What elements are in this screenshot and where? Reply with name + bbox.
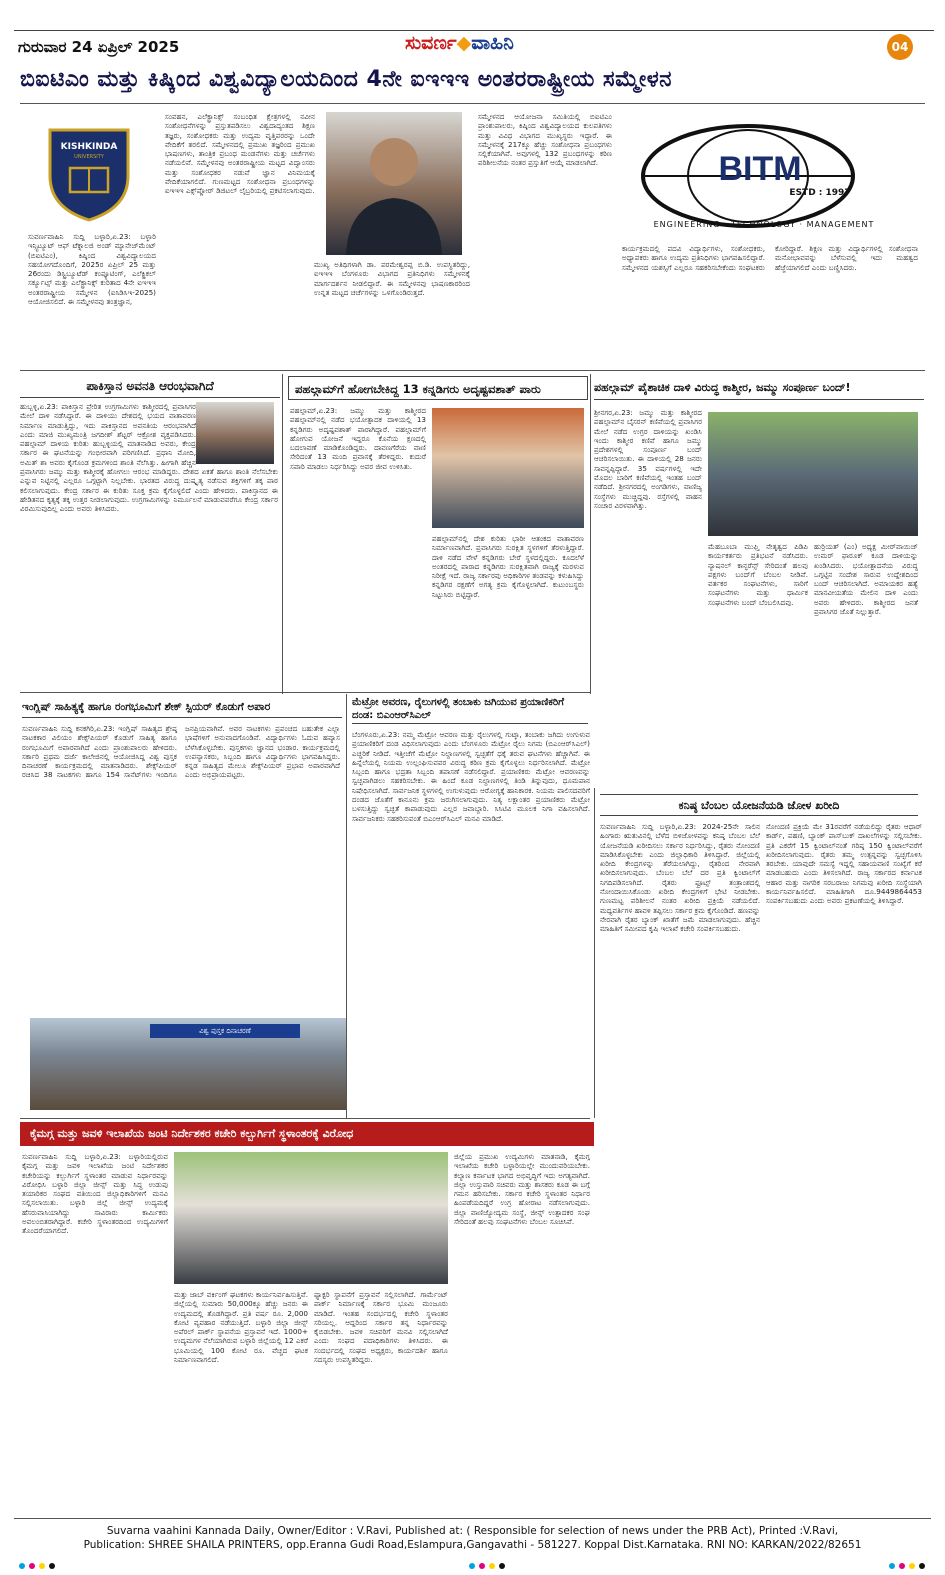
imprint-line-2: Publication: SHREE SHAILA PRINTERS, opp.Eranna Gudi Road,Eslampura,Gangavathi - 581227. Koppal Dist.Karnataka. RNI NO: KARKAN/2022/82651 (83, 1539, 862, 1551)
bitm-tagline: ENGINEERING · TECHNOLOGY · MANAGEMENT (653, 220, 875, 229)
pakistan-body (20, 402, 278, 684)
msp-title: ಕನಿಷ್ಠ ಬೆಂಬಲ ಯೋಜನೆಯಡಿ ಜೋಳ ಖರೀದಿ (600, 794, 918, 816)
page-number: 04 (887, 34, 913, 60)
imprint-line-1: Suvarna vaahini Kannada Daily, Owner/Editor : V.Ravi, Published at: ( Responsible for selection of news under the PRB Act), Printed :V.Ravi, (106, 1525, 839, 1537)
lead-col-5: ಕಾರ್ಯಕ್ರಮದಲ್ಲಿ ಪದವಿ ವಿದ್ಯಾರ್ಥಿಗಳು, ಸಂಶೋಧಕರು, ಅಧ್ಯಾಪಕರು ಹಾಗೂ ಉದ್ಯಮ ಪ್ರತಿನಿಧಿಗಳು ಭಾಗವಹಿಸಲಿದ್ದಾರೆ. ಸಮ್ಮೇಳನದ ಯಶಸ್ಸಿಗೆ ಎಲ್ಲರೂ ಸಹಕರಿಸಬೇಕೆಂದು ಸಂಘಟಕರು ಕೋರಿದ್ದಾರೆ. ಶಿಕ್ಷಣ ಮತ್ತು ವಿದ್ಯಾರ್ಥಿಗಳಲ್ಲಿ ಸಂಶೋಧನಾ ಮನೋಭಾವವನ್ನು ಬೆಳೆಸುವಲ್ಲಿ ಇದು ಮಹತ್ವದ ಹೆಜ್ಜೆಯಾಗಲಿದೆ ಎಂದು ಬಣ್ಣಿಸಿದರು. (622, 244, 918, 272)
msp-col-1: ಸುವರ್ಣವಾಹಿನಿ ಸುದ್ದಿ ಬಳ್ಳಾರಿ,ಏ.23: 2024-25ನೇ ಸಾಲಿನ ಹಿಂಗಾರು ಋತುವಿನಲ್ಲಿ ಬೆಳೆದ ಬಿಳಿಜೋಳವನ್ನು ಕನಿಷ್ಠ ಬೆಂಬಲ ಬೆಲೆ ಯೋಜನೆಯಡಿ ಖರೀದಿಸಲು ಸರ್ಕಾರ ನಿರ್ಧರಿಸಿದ್ದು, ರೈತರು ನೋಂದಣಿ ಮಾಡಿಸಿಕೊಳ್ಳಬೇಕು ಎಂದು ಜಿಲ್ಲಾಧಿಕಾರಿ ತಿಳಿಸಿದ್ದಾರೆ. ಜಿಲ್ಲೆಯಲ್ಲಿ ಖರೀದಿ ಕೇಂದ್ರಗಳನ್ನು ತೆರೆಯಲಾಗಿದ್ದು, ರೈತರಿಂದ ನೇರವಾಗಿ ಖರೀದಿಸಲಾಗುವುದು. ಬೆಂಬಲ ಬೆಲೆ ದರ ಪ್ರತಿ ಕ್ವಿಂಟಾಲ್‌ಗೆ ನಿಗದಿಪಡಿಸಲಾಗಿದೆ. ರೈತರು ಫ್ರೂಟ್ಸ್ ತಂತ್ರಾಂಶದಲ್ಲಿ ನೋಂದಾಯಿಸಿಕೊಂಡು ಖರೀದಿ ಕೇಂದ್ರಗಳಿಗೆ ಭೇಟಿ ನೀಡಬೇಕು. ಗುಣಮಟ್ಟ ಪರಿಶೀಲನೆ ನಂತರ ಖರೀದಿ ಪ್ರಕ್ರಿಯೆ ನಡೆಯಲಿದೆ. ಮಧ್ಯವರ್ತಿಗಳ ಹಾವಳಿ ತಪ್ಪಿಸಲು ಸರ್ಕಾರ ಕ್ರಮ ಕೈಗೊಂಡಿದೆ. ಹಣವನ್ನು ನೇರವಾಗಿ ರೈತರ ಬ್ಯಾಂಕ್ ಖಾತೆಗೆ ಜಮೆ ಮಾಡಲಾಗುವುದು. ಹೆಚ್ಚಿನ ಮಾಹಿತಿಗೆ ಸಮೀಪದ ಕೃಷಿ ಇಲಾಖೆ ಕಚೇರಿ ಸಂಪರ್ಕಿಸಬಹುದು. (600, 822, 760, 934)
lead-col-2: ಸಂವಹನ, ಎಲೆಕ್ಟ್ರಾನಿಕ್ಸ್ ಸಂಬಂಧಿತ ಕ್ಷೇತ್ರಗಳಲ್ಲಿ ನವೀನ ಸಂಶೋಧನೆಗಳನ್ನು ಪ್ರಸ್ತುತಪಡಿಸಲು ವಿಶ್ವದಾದ್ಯಂತದ ಶಿಕ್ಷಣ ತಜ್ಞರು, ಸಂಶೋಧಕರು ಮತ್ತು ಉದ್ಯಮ ವೃತ್ತಿಪರರನ್ನು ಒಂದೇ ವೇದಿಕೆಗೆ ತರಲಿದೆ. ಸಮ್ಮೇಳನದಲ್ಲಿ ಪ್ರಮುಖ ತಜ್ಞರಿಂದ ಪ್ರಮುಖ ಭಾಷಣಗಳು, ತಾಂತ್ರಿಕ ಪ್ರಬಂಧ ಮಂಡನೆಗಳು ಮತ್ತು ಚರ್ಚೆಗಳು ನಡೆಯಲಿವೆ. ಸಮ್ಮೇಳನವು ಅಂತರರಾಷ್ಟ್ರೀಯ ಮಟ್ಟದ ವಿದ್ವಾಂಸರು ಮತ್ತು ಸಂಶೋಧಕರ ನಡುವೆ ಜ್ಞಾನ ವಿನಿಮಯಕ್ಕೆ ವೇದಿಕೆಯಾಗಲಿದೆ. ಗುಣಮಟ್ಟದ ಸಂಶೋಧನಾ ಪ್ರಬಂಧಗಳನ್ನು ಐಇಇಇ ಎಕ್ಸ್‌ಪ್ಲೋರ್ ಡಿಜಿಟಲ್ ಲೈಬ್ರರಿಯಲ್ಲಿ ಪ್ರಕಟಿಸಲಾಗುವುದು. (165, 112, 315, 196)
person-icon (326, 112, 462, 255)
kashmir-col-1: ಶ್ರೀನಗರ,ಏ.23: ಜಮ್ಮು ಮತ್ತು ಕಾಶ್ಮೀರದ ಪಹಲ್ಗಾಮ್‌ನ ಬೈಸರನ್ ಕಣಿವೆಯಲ್ಲಿ ಪ್ರವಾಸಿಗರ ಮೇಲೆ ನಡೆದ ಉಗ್ರರ ದಾಳಿಯನ್ನು ಖಂಡಿಸಿ ಇಂದು ಕಾಶ್ಮೀರ ಕಣಿವೆ ಹಾಗೂ ಜಮ್ಮು ಪ್ರದೇಶಗಳಲ್ಲಿ ಸಂಪೂರ್ಣ ಬಂದ್ ಆಚರಿಸಲಾಯಿತು. ಈ ದಾಳಿಯಲ್ಲಿ 28 ಜನರು ಸಾವನ್ನಪ್ಪಿದ್ದಾರೆ. 35 ವರ್ಷಗಳಲ್ಲಿ ಇದೇ ಮೊದಲ ಬಾರಿಗೆ ಕಣಿವೆಯಲ್ಲಿ ಇಂತಹ ಬಂದ್ ನಡೆದಿದೆ. ಶ್ರೀನಗರದಲ್ಲಿ ಅಂಗಡಿಗಳು, ವಾಣಿಜ್ಯ ಸಂಸ್ಥೆಗಳು ಮುಚ್ಚಿದ್ದವು. ರಸ್ತೆಗಳಲ್ಲಿ ವಾಹನ ಸಂಚಾರ ವಿರಳವಾಗಿತ್ತು. (594, 408, 702, 510)
divider (346, 694, 347, 1118)
divider (594, 788, 595, 1118)
kannadigas-intro: ಪಹಲ್ಗಾಮ್,ಏ.23: ಜಮ್ಮು ಮತ್ತು ಕಾಶ್ಮೀರದ ಪಹಲ್ಗಾಮ್‌ನಲ್ಲಿ ನಡೆದ ಭಯೋತ್ಪಾದಕ ದಾಳಿಯಲ್ಲಿ 13 ಕನ್ನಡಿಗರು ಅದೃಷ್ಟವಶಾತ್ ಪಾರಾಗಿದ್ದಾರೆ. ಪಹಲ್ಗಾಮ್‌ಗೆ ಹೋಗುವ ಯೋಜನೆ ಇದ್ದರೂ ಕೊನೆಯ ಕ್ಷಣದಲ್ಲಿ ಬದಲಾವಣೆ ಮಾಡಿಕೊಂಡಿದ್ದರು. ದಾವಣಗೆರೆಯ ವಾಣಿ ಸೇರಿದಂತೆ 13 ಮಂದಿ ಪ್ರವಾಸಕ್ಕೆ ತೆರಳಿದ್ದರು. ಕುದುರೆ ಸವಾರಿ ಮಾಡಲು ನಿರ್ಧರಿಸಿದ್ದು ಅವರ ಜೀವ ಉಳಿಸಿತು. (290, 406, 426, 471)
office-title: ಕೈಮಗ್ಗ ಮತ್ತು ಜವಳಿ ಇಲಾಖೆಯ ಜಂಟಿ ನಿರ್ದೇಶಕರ ಕಚೇರಿ ಕಲ್ಬುರ್ಗಿಗೆ ಸ್ಥಳಾಂತರಕ್ಕೆ ವಿರೋಧ (20, 1122, 594, 1146)
pakistan-body-text: ಹುಬ್ಬಳ್ಳಿ,ಏ.23: ಪಾಕಿಸ್ತಾನ ಪ್ರೇರಿತ ಉಗ್ರಗಾಮಿಗಳು ಕಾಶ್ಮೀರದಲ್ಲಿ ಪ್ರವಾಸಿಗರ ಮೇಲೆ ದಾಳಿ ನಡೆಸಿದ್ದಾರೆ. ಈ ದಾಳಿಯು ದೇಶದಲ್ಲಿ ಭಯದ ವಾತಾವರಣ ನಿರ್ಮಾಣ ಮಾಡುತ್ತಿದ್ದು, ಇದು ಪಾಕಿಸ್ತಾನದ ಅವನತಿಯ ಆರಂಭವಾಗಿದೆ ಎಂದು ಮಾಜಿ ಮುಖ್ಯಮಂತ್ರಿ ಜಗದೀಶ್ ಶೆಟ್ಟರ್ ಆಕ್ರೋಶ ವ್ಯಕ್ತಪಡಿಸಿದರು. ಪಹಲ್ಗಾಮ್ ದಾಳಿಯ ಕುರಿತು ಹುಬ್ಬಳ್ಳಿಯಲ್ಲಿ ಮಾತನಾಡಿದ ಅವರು, ಕೇಂದ್ರ ಸರ್ಕಾರ ಈ ಘಟನೆಯನ್ನು ಗಂಭೀರವಾಗಿ ಪರಿಗಣಿಸಿದೆ. ಪ್ರಧಾನಿ ಮೋದಿ, ಅಮಿತ್ ಶಾ ಅವರು ಕೈಗೊಂಡ ಕ್ರಮಗಳಿಂದ ಶಾಂತಿ ನೆಲೆಸಿತ್ತು. ಹೀಗಾಗಿ ಹೆಚ್ಚಿನ ಪ್ರವಾಸಿಗರು ಜಮ್ಮು ಮತ್ತು ಕಾಶ್ಮೀರಕ್ಕೆ ಹೋಗಲು ಆರಂಭ ಮಾಡಿದ್ದರು. ದೇಶದ ಏಕತೆ ಹಾಗೂ ಶಾಂತಿ ನೆಲೆಸಬೇಕು ಎನ್ನುವ ನಿಟ್ಟಿನಲ್ಲಿ ಎಲ್ಲರೂ ಒಗ್ಗಟ್ಟಾಗಿ ನಿಲ್ಲಬೇಕು. ಭಾರತದ ವಿರುದ್ಧ ದುಷ್ಕೃತ್ಯ ನಡೆಸುವ ಶಕ್ತಿಗಳಿಗೆ ತಕ್ಕ ಪಾಠ ಕಲಿಸಲಾಗುವುದು. ಕೇಂದ್ರ ಸರ್ಕಾರ ಈ ಕುರಿತು ಸೂಕ್ತ ಕ್ರಮ ಕೈಗೊಳ್ಳಲಿದೆ ಎಂದು ಹೇಳಿದರು. ಪಾಕಿಸ್ತಾನದ ಈ ಹೇಡಿತನದ ಕೃತ್ಯಕ್ಕೆ ತಕ್ಕ ಉತ್ತರ ನೀಡಲಾಗುವುದು. ಉಗ್ರಗಾಮಿಗಳನ್ನು ನಿರ್ಮೂಲನೆ ಮಾಡುವವರೆಗೂ ಕೇಂದ್ರ ಸರ್ಕಾರ ವಿರಮಿಸುವುದಿಲ್ಲ ಎಂದು ಅವರು ತಿಳಿಸಿದರು. (20, 402, 278, 514)
divider (14, 1518, 931, 1519)
newspaper-name-right: ವಾಹಿನಿ (471, 32, 514, 54)
lead-col-4: ಸಮ್ಮೇಳನದ ಆಯೋಜನಾ ಸಮಿತಿಯಲ್ಲಿ ಬಿಐಟಿಎಂ ಪ್ರಾಂಶುಪಾಲರು, ಕಿಷ್ಕಿಂದ ವಿಶ್ವವಿದ್ಯಾಲಯದ ಕುಲಪತಿಗಳು ಮತ್ತು ವಿವಿಧ ವಿಭಾಗದ ಮುಖ್ಯಸ್ಥರು ಇದ್ದಾರೆ. ಈ ಸಮ್ಮೇಳನಕ್ಕೆ 217ಕ್ಕೂ ಹೆಚ್ಚು ಸಂಶೋಧನಾ ಪ್ರಬಂಧಗಳು ಸಲ್ಲಿಕೆಯಾಗಿವೆ. ಅವುಗಳಲ್ಲಿ 132 ಪ್ರಬಂಧಗಳನ್ನು ಕಠಿಣ ಪರಿಶೀಲನೆಯ ನಂತರ ಪ್ರಸ್ತುತಿಗೆ ಆಯ್ಕೆ ಮಾಡಲಾಗಿದೆ. (478, 112, 612, 168)
office-col-1: ಸುವರ್ಣವಾಹಿನಿ ಸುದ್ದಿ ಬಳ್ಳಾರಿ,ಏ.23: ಬಳ್ಳಾರಿಯಲ್ಲಿರುವ ಕೈಮಗ್ಗ ಮತ್ತು ಜವಳಿ ಇಲಾಖೆಯ ಜಂಟಿ ನಿರ್ದೇಶಕರ ಕಚೇರಿಯನ್ನು ಕಲ್ಬುರ್ಗಿಗೆ ಸ್ಥಳಾಂತರ ಮಾಡುವ ನಿರ್ಧಾರವನ್ನು ವಿರೋಧಿಸಿ ಬಳ್ಳಾರಿ ಜಿಲ್ಲಾ ಜೀನ್ಸ್ ಮತ್ತು ಸಿದ್ಧ ಉಡುಪು ತಯಾರಿಕರ ಸಂಘದ ವತಿಯಿಂದ ಜಿಲ್ಲಾಧಿಕಾರಿಗಳಿಗೆ ಮನವಿ ಸಲ್ಲಿಸಲಾಯಿತು. ಬಳ್ಳಾರಿ ಜಿಲ್ಲೆ ಜೀನ್ಸ್ ಉದ್ಯಮಕ್ಕೆ ಹೆಸರುವಾಸಿಯಾಗಿದ್ದು ಸಾವಿರಾರು ಕಾರ್ಮಿಕರು ಅವಲಂಬಿತರಾಗಿದ್ದಾರೆ. ಕಚೇರಿ ಸ್ಥಳಾಂತರದಿಂದ ಉದ್ಯಮಿಗಳಿಗೆ ತೊಂದರೆಯಾಗಲಿದೆ. (22, 1152, 168, 1236)
kishkinda-shield-icon (40, 116, 138, 222)
bitm-logo-text: BITM (718, 150, 802, 188)
msp-col-2: ನೋಂದಣಿ ಪ್ರಕ್ರಿಯೆ ಮೇ 31ರವರೆಗೆ ನಡೆಯಲಿದ್ದು ರೈತರು ಆಧಾರ್ ಕಾರ್ಡ್, ಪಹಣಿ, ಬ್ಯಾಂಕ್ ಪಾಸ್‌ಬುಕ್ ದಾಖಲೆಗಳನ್ನು ಸಲ್ಲಿಸಬೇಕು. ಪ್ರತಿ ಎಕರೆಗೆ 15 ಕ್ವಿಂಟಾಲ್‌ನಂತೆ ಗರಿಷ್ಠ 150 ಕ್ವಿಂಟಾಲ್‌ವರೆಗೆ ಖರೀದಿಸಲಾಗುವುದು. ರೈತರು ತಮ್ಮ ಉತ್ಪನ್ನವನ್ನು ಸ್ವಚ್ಛಗೊಳಿಸಿ ತರಬೇಕು. ಯಾವುದೇ ಸಮಸ್ಯೆ ಇದ್ದಲ್ಲಿ ಸಹಾಯವಾಣಿ ಸಂಖ್ಯೆಗೆ ಕರೆ ಮಾಡಬಹುದು ಎಂದು ತಿಳಿಸಲಾಗಿದೆ. ರಾಜ್ಯ ಸರ್ಕಾರದ ಕರ್ನಾಟಕ ಆಹಾರ ಮತ್ತು ನಾಗರಿಕ ಸರಬರಾಜು ನಿಗಮವು ಖರೀದಿ ಸಂಸ್ಥೆಯಾಗಿ ಕಾರ್ಯನಿರ್ವಹಿಸಲಿದೆ. ಮಾಹಿತಿಗಾಗಿ ದೂ.9449864453 ಸಂಪರ್ಕಿಸಬಹುದು ಎಂದು ಅವರು ಪ್ರಕಟಣೆಯಲ್ಲಿ ತಿಳಿಸಿದ್ದಾರೆ. (766, 822, 922, 906)
lead-col-1: ಸುವರ್ಣವಾಹಿನಿ ಸುದ್ದಿ ಬಳ್ಳಾರಿ,ಏ.23: ಬಳ್ಳಾರಿ ಇನ್ಸ್ಟಿಟ್ಯೂಟ್ ಆಫ್ ಟೆಕ್ನಾಲಜಿ ಅಂಡ್ ಮ್ಯಾನೇಜ್‌ಮೆಂಟ್ (ಬಿಐಟಿಎಂ), ಕಿಷ್ಕಿಂದ ವಿಶ್ವವಿದ್ಯಾಲಯದ ಸಹಯೋಗದೊಂದಿಗೆ, 2025ರ ಏಪ್ರಿಲ್ 25 ಮತ್ತು 26ರಂದು ಡಿಸ್ಟ್ರಿಬ್ಯೂಟೆಡ್ ಕಂಪ್ಯೂಟಿಂಗ್, ಎಲೆಕ್ಟ್ರಿಕಲ್ ಸರ್ಕ್ಯೂಟ್ಸ್ ಮತ್ತು ಎಲೆಕ್ಟ್ರಾನಿಕ್ಸ್ ಕುರಿತಾದ 4ನೇ ಐಇಇಇ ಅಂತರರಾಷ್ಟ್ರೀಯ ಸಮ್ಮೇಳನ (ಐಸಿಡಿಸಿಇ-2025) ಆಯೋಜಿಸಲಿದೆ. ಈ ಸಮ್ಮೇಳನವು ತಂತ್ರಜ್ಞಾನ, (28, 232, 156, 307)
kannadigas-title: ಪಹಲ್ಗಾಮ್‌ಗೆ ಹೋಗಬೇಕಿದ್ದ 13 ಕನ್ನಡಿಗರು ಅದೃಷ್ಟವಶಾತ್ ಪಾರು (288, 376, 588, 400)
kashmir-title: ಪಹಲ್ಗಾಮ್ ಪೈಶಾಚಿಕ ದಾಳಿ ವಿರುದ್ಧ ಕಾಶ್ಮೀರ, ಜಮ್ಮು ಸಂಪೂರ್ಣ ಬಂದ್! (594, 376, 924, 400)
office-col-2: ಮತ್ತು ಜಾಬ್ ವರ್ಕಿಂಗ್ ಘಟಕಗಳು ಕಾರ್ಯನಿರ್ವಹಿಸುತ್ತಿವೆ. ಜಿಲ್ಲೆಯಲ್ಲಿ ಸುಮಾರು 50,000ಕ್ಕೂ ಹೆಚ್ಚು ಜನರು ಈ ಉದ್ಯಮದಲ್ಲಿ ತೊಡಗಿದ್ದಾರೆ. ಪ್ರತಿ ವರ್ಷ ರೂ. 2,000 ಕೋಟಿ ವ್ಯವಹಾರ ನಡೆಯುತ್ತಿದೆ. ಬಳ್ಳಾರಿ ಜಿಲ್ಲಾ ಜೀನ್ಸ್ ಅಪೆರಲ್ ಪಾರ್ಕ್ ಸ್ಥಾಪನೆಯ ಪ್ರಸ್ತಾವನೆ ಇದೆ. 1000+ ಉದ್ಯಮಗಳ ನೆಲೆಯಾಗಿರುವ ಬಳ್ಳಾರಿ ಜಿಲ್ಲೆಯಲ್ಲಿ 12 ಎಕರೆ ಭೂಮಿಯಲ್ಲಿ 100 ಕೋಟಿ ರೂ. ವೆಚ್ಚದ ಘಟಕ ನಿರ್ಮಾಣವಾಗಲಿದೆ. (174, 1290, 308, 1365)
cmyk-dots-icon (14, 1561, 931, 1571)
divider (20, 370, 925, 371)
kishkinda-logo-sub: UNIVERSITY (74, 154, 104, 160)
divider (282, 374, 283, 694)
divider (20, 103, 925, 104)
memorandum-photo (174, 1152, 448, 1284)
photo-caption: ಮುಖ್ಯ ಅತಿಥಿಗಳಾಗಿ ಡಾ. ಪರಮೇಶ್ವರಪ್ಪ ಬಿ.ಡಿ. ಉಪಸ್ಥಿತರಿದ್ದು, ಐಇಇಇ ಬೆಂಗಳೂರು ವಿಭಾಗದ ಪ್ರತಿನಿಧಿಗಳು ಸಮ್ಮೇಳನಕ್ಕೆ ಮಾರ್ಗದರ್ಶನ ನೀಡಲಿದ್ದಾರೆ. ಈ ಸಮ್ಮೇಳನವು ಭಾಷಣಕಾರರಿಂದ ಉನ್ನತ ಮಟ್ಟದ ಚರ್ಚೆಗಳನ್ನು ಒಳಗೊಂಡಿರುತ್ತದೆ. (314, 260, 470, 297)
bitm-logo (630, 120, 898, 238)
kashmir-col-3: ಹುರ್ರಿಯತ್ (ಎಂ) ಅಧ್ಯಕ್ಷ ಮೀರ್‌ವಾಯಿಜ್ ಉಮರ್ ಫಾರೂಕ್ ಕೂಡ ದಾಳಿಯನ್ನು ಖಂಡಿಸಿದರು. ಭಯೋತ್ಪಾದನೆಯ ವಿರುದ್ಧ ಒಗ್ಗಟ್ಟಿನ ಸಂದೇಶ ಸಾರುವ ಉದ್ದೇಶದಿಂದ ಬಂದ್ ಆಚರಿಸಲಾಗಿದೆ. ಅಮಾಯಕರ ಹತ್ಯೆ ಮಾನವೀಯತೆಯ ಮೇಲಿನ ದಾಳಿ ಎಂದು ಅವರು ಹೇಳಿದರು. ಕಾಶ್ಮೀರದ ಜನತೆ ಪ್ರವಾಸಿಗರ ಜೊತೆ ನಿಲ್ಲುತ್ತಾರೆ. (814, 542, 918, 617)
speaker-photo (326, 112, 462, 255)
kashmir-col-2: ಮೆಹಬೂಬಾ ಮುಫ್ತಿ ನೇತೃತ್ವದ ಪಿಡಿಪಿ ಕಾರ್ಯಕರ್ತರು ಪ್ರತಿಭಟನೆ ನಡೆಸಿದರು. ನ್ಯಾಷನಲ್ ಕಾನ್ಫರೆನ್ಸ್ ಸೇರಿದಂತೆ ಹಲವು ಪಕ್ಷಗಳು ಬಂದ್‌ಗೆ ಬೆಂಬಲ ನೀಡಿವೆ. ವರ್ತಕರ ಸಂಘಟನೆಗಳು, ಸಾರಿಗೆ ಸಂಘಟನೆಗಳು ಮತ್ತು ಧಾರ್ಮಿಕ ಸಂಘಟನೆಗಳು ಬಂದ್ ಬೆಂಬಲಿಸಿದವು. (708, 542, 808, 607)
bitm-estd: ESTD : 1997 (789, 188, 851, 198)
divider (20, 692, 590, 693)
lead-headline: ಬಿಐಟಿಎಂ ಮತ್ತು ಕಿಷ್ಕಿಂದ ವಿಶ್ವವಿದ್ಯಾಲಯದಿಂದ 4ನೇ ಐಇಇಇ ಅಂತರರಾಷ್ಟ್ರೀಯ ಸಮ್ಮೇಳನ (20, 67, 672, 92)
masthead-date: ಗುರುವಾರ 24 ಏಪ್ರಿಲ್ 2025 (18, 38, 180, 56)
divider (20, 1118, 590, 1119)
english-title: ಇಂಗ್ಲಿಷ್ ಸಾಹಿತ್ಯಕ್ಕೆ ಹಾಗೂ ರಂಗಭೂಮಿಗೆ ಶೇಕ್ ಸ್ಪಿಯರ್ ಕೊಡುಗೆ ಅಪಾರ (22, 696, 342, 718)
flame-icon: ◆ (456, 32, 472, 54)
pakistan-title: ಪಾಕಿಸ್ತಾನ ಅವನತಿ ಆರಂಭವಾಗಿದೆ (20, 374, 280, 398)
protest-photo (708, 412, 918, 536)
divider (590, 374, 591, 694)
kishkinda-logo (40, 116, 138, 222)
masthead-rule (14, 30, 934, 31)
imprint-footer (14, 1524, 931, 1552)
registration-marks (14, 1556, 931, 1566)
newspaper-name (405, 32, 514, 54)
event-banner-text: ವಿಶ್ವ ಪುಸ್ತಕ ದಿನಾಚರಣೆ (150, 1024, 300, 1038)
office-col-3: ಫ್ಯಾಕ್ಟರಿ ಸ್ಥಾಪನೆಗೆ ಪ್ರಸ್ತಾವನೆ ಸಲ್ಲಿಸಲಾಗಿದೆ. ಗಾರ್ಮೆಂಟ್ ಪಾರ್ಕ್ ನಿರ್ಮಾಣಕ್ಕೆ ಸರ್ಕಾರ ಭೂಮಿ ಮಂಜೂರು ಮಾಡಿದೆ. ಇಂತಹ ಸಂದರ್ಭದಲ್ಲಿ ಕಚೇರಿ ಸ್ಥಳಾಂತರ ಸರಿಯಲ್ಲ. ಆದ್ದರಿಂದ ಸರ್ಕಾರ ತನ್ನ ನಿರ್ಧಾರವನ್ನು ಕೈಬಿಡಬೇಕು. ಜವಳಿ ಸಚಿವರಿಗೆ ಮನವಿ ಸಲ್ಲಿಸಲಾಗಿದೆ ಎಂದು ಸಂಘದ ಪದಾಧಿಕಾರಿಗಳು ತಿಳಿಸಿದರು. ಈ ಸಂದರ್ಭದಲ್ಲಿ ಸಂಘದ ಅಧ್ಯಕ್ಷರು, ಕಾರ್ಯದರ್ಶಿ ಹಾಗೂ ಸದಸ್ಯರು ಉಪಸ್ಥಿತರಿದ್ದರು. (314, 1290, 448, 1365)
kannadigas-body: ಪಹಲ್ಗಾಮ್‌ನಲ್ಲಿ ದೇಶ ಕುರಿತು ಭಾರೀ ಆತಂಕದ ವಾತಾವರಣ ನಿರ್ಮಾಣವಾಗಿದೆ. ಪ್ರವಾಸಿಗರು ಸುರಕ್ಷಿತ ಸ್ಥಳಗಳಿಗೆ ತೆರಳುತ್ತಿದ್ದಾರೆ. ದಾಳಿ ನಡೆದ ವೇಳೆ ಕನ್ನಡಿಗರು ಬೇರೆ ಸ್ಥಳದಲ್ಲಿದ್ದರು. ಕೂದಲೆಳೆ ಅಂತರದಲ್ಲಿ ಪಾರಾದ ಕನ್ನಡಿಗರು ಸುರಕ್ಷಿತವಾಗಿ ರಾಜ್ಯಕ್ಕೆ ಮರಳುವ ನಿರೀಕ್ಷೆ ಇದೆ. ರಾಜ್ಯ ಸರ್ಕಾರವು ಅಧಿಕಾರಿಗಳ ತಂಡವನ್ನು ಕಳುಹಿಸಿದ್ದು ಕನ್ನಡಿಗರ ರಕ್ಷಣೆಗೆ ಅಗತ್ಯ ಕ್ರಮ ಕೈಗೊಳ್ಳಲಾಗಿದೆ. ಕುಟುಂಬಸ್ಥರು ನಿಟ್ಟುಸಿರು ಬಿಟ್ಟಿದ್ದಾರೆ. (432, 534, 584, 599)
metro-title: ಮೆಟ್ರೋ ಅವರಣ, ರೈಲುಗಳಲ್ಲಿ ತಂಬಾಕು ಜಗಿಯುವ ಪ್ರಯಾಣಿಕರಿಗೆ ದಂಡ: ಬಿಎಂಆರ್‌ಸಿಎಲ್ (352, 696, 588, 724)
tourists-photo (432, 408, 584, 528)
english-body: ಸುವರ್ಣವಾಹಿನಿ ಸುದ್ದಿ ಕನಕಗಿರಿ,ಏ.23: ಇಂಗ್ಲಿಷ್ ಸಾಹಿತ್ಯದ ಶ್ರೇಷ್ಠ ನಾಟಕಕಾರ ವಿಲಿಯಂ ಶೇಕ್ಸ್‌ಪಿಯರ್ ಕೊಡುಗೆ ಸಾಹಿತ್ಯ ಹಾಗೂ ರಂಗಭೂಮಿಗೆ ಅಪಾರವಾಗಿದೆ ಎಂದು ಪ್ರಾಂಶುಪಾಲರು ಹೇಳಿದರು. ಸರ್ಕಾರಿ ಪ್ರಥಮ ದರ್ಜೆ ಕಾಲೇಜಿನಲ್ಲಿ ಆಯೋಜಿಸಿದ್ದ ವಿಶ್ವ ಪುಸ್ತಕ ದಿನಾಚರಣೆ ಕಾರ್ಯಕ್ರಮದಲ್ಲಿ ಮಾತನಾಡಿದರು. ಶೇಕ್ಸ್‌ಪಿಯರ್ ರಚಿಸಿದ 38 ನಾಟಕಗಳು ಹಾಗೂ 154 ಸಾನೆಟ್‌ಗಳು ಇಂದಿಗೂ ಜನಪ್ರಿಯವಾಗಿವೆ. ಅವರ ನಾಟಕಗಳು ಪ್ರಪಂಚದ ಬಹುತೇಕ ಎಲ್ಲಾ ಭಾಷೆಗಳಿಗೆ ಅನುವಾದಗೊಂಡಿವೆ. ವಿದ್ಯಾರ್ಥಿಗಳು ಓದುವ ಹವ್ಯಾಸ ಬೆಳೆಸಿಕೊಳ್ಳಬೇಕು. ಪುಸ್ತಕಗಳು ಜ್ಞಾನದ ಭಂಡಾರ. ಕಾರ್ಯಕ್ರಮದಲ್ಲಿ ಉಪನ್ಯಾಸಕರು, ಸಿಬ್ಬಂದಿ ಹಾಗೂ ವಿದ್ಯಾರ್ಥಿಗಳು ಭಾಗವಹಿಸಿದ್ದರು. ಕನ್ನಡ ಸಾಹಿತ್ಯದ ಮೇಲೂ ಶೇಕ್ಸ್‌ಪಿಯರ್ ಪ್ರಭಾವ ಅಪಾರವಾಗಿದೆ ಎಂದು ಅಭಿಪ್ರಾಯಪಟ್ಟರು. (22, 724, 340, 780)
kishkinda-logo-text: KISHKINDA (60, 142, 118, 152)
office-col-4: ಜಿಲ್ಲೆಯ ಪ್ರಮುಖ ಉದ್ಯಮಿಗಳು ಮಾತನಾಡಿ, ಕೈಮಗ್ಗ ಇಲಾಖೆಯ ಕಚೇರಿ ಬಳ್ಳಾರಿಯಲ್ಲೇ ಮುಂದುವರಿಯಬೇಕು. ಕಲ್ಯಾಣ ಕರ್ನಾಟಕ ಭಾಗದ ಅಭಿವೃದ್ಧಿಗೆ ಇದು ಅಗತ್ಯವಾಗಿದೆ. ಜಿಲ್ಲಾ ಉಸ್ತುವಾರಿ ಸಚಿವರು ಮತ್ತು ಶಾಸಕರು ಕೂಡ ಈ ಬಗ್ಗೆ ಗಮನ ಹರಿಸಬೇಕು. ಸರ್ಕಾರ ಕಚೇರಿ ಸ್ಥಳಾಂತರ ನಿರ್ಧಾರ ಹಿಂಪಡೆಯದಿದ್ದರೆ ಉಗ್ರ ಹೋರಾಟ ನಡೆಸಲಾಗುವುದು. ಜಿಲ್ಲಾ ವಾಣಿಜ್ಯೋದ್ಯಮ ಸಂಸ್ಥೆ, ಜೀನ್ಸ್ ಉತ್ಪಾದಕರ ಸಂಘ ಸೇರಿದಂತೆ ಹಲವು ಸಂಘಟನೆಗಳು ಬೆಂಬಲ ಸೂಚಿಸಿವೆ. (454, 1152, 590, 1227)
newspaper-name-left: ಸುವರ್ಣ (405, 32, 457, 54)
metro-body: ಬೆಂಗಳೂರು,ಏ.23: ನಮ್ಮ ಮೆಟ್ರೋ ಆವರಣ ಮತ್ತು ರೈಲುಗಳಲ್ಲಿ ಗುಟ್ಕಾ, ತಂಬಾಕು ಜಗಿದು ಉಗುಳುವ ಪ್ರಯಾಣಿಕರಿಗೆ ದಂಡ ವಿಧಿಸಲಾಗುವುದು ಎಂದು ಬೆಂಗಳೂರು ಮೆಟ್ರೋ ರೈಲು ನಿಗಮ (ಬಿಎಂಆರ್‌ಸಿಎಲ್) ಎಚ್ಚರಿಕೆ ನೀಡಿದೆ. ಇತ್ತೀಚೆಗೆ ಮೆಟ್ರೋ ನಿಲ್ದಾಣಗಳಲ್ಲಿ ಸ್ವಚ್ಛತೆಗೆ ಧಕ್ಕೆ ತರುವ ಘಟನೆಗಳು ಹೆಚ್ಚಾಗಿವೆ. ಈ ಹಿನ್ನೆಲೆಯಲ್ಲಿ ನಿಯಮ ಉಲ್ಲಂಘಿಸುವವರ ವಿರುದ್ಧ ಕಠಿಣ ಕ್ರಮ ಕೈಗೊಳ್ಳಲು ನಿರ್ಧರಿಸಲಾಗಿದೆ. ಮೆಟ್ರೋ ಸಿಬ್ಬಂದಿ ಹಾಗೂ ಭದ್ರತಾ ಸಿಬ್ಬಂದಿ ತಪಾಸಣೆ ನಡೆಸಲಿದ್ದಾರೆ. ಪ್ರಯಾಣಿಕರು ಮೆಟ್ರೋ ಆವರಣವನ್ನು ಸ್ವಚ್ಛವಾಗಿಡಲು ಸಹಕರಿಸಬೇಕು. ಈ ಹಿಂದೆ ಕೂಡ ನಿಲ್ದಾಣಗಳಲ್ಲಿ ತಿಂಡಿ ತಿನ್ನುವುದು, ಧೂಮಪಾನ ನಿಷೇಧಿಸಲಾಗಿದೆ. ಸಾರ್ವಜನಿಕ ಸ್ಥಳಗಳಲ್ಲಿ ಉಗುಳುವುದು ಆರೋಗ್ಯಕ್ಕೆ ಹಾನಿಕಾರಕ. ನಿಯಮ ಪಾಲಿಸದವರಿಗೆ ದಂಡದ ಜೊತೆಗೆ ಕಾನೂನು ಕ್ರಮ ಜರುಗಿಸಲಾಗುವುದು. ನಿತ್ಯ ಲಕ್ಷಾಂತರ ಪ್ರಯಾಣಿಕರು ಮೆಟ್ರೋ ಬಳಸುತ್ತಿದ್ದು ಸ್ವಚ್ಛತೆ ಕಾಪಾಡುವುದು ಎಲ್ಲರ ಜವಾಬ್ದಾರಿ. ಸಿಸಿಟಿವಿ ಮೂಲಕ ನಿಗಾ ವಹಿಸಲಾಗಿದೆ. ಸಾರ್ವಜನಿಕರು ಸಹಕರಿಸುವಂತೆ ಬಿಎಂಆರ್‌ಸಿಎಲ್ ಮನವಿ ಮಾಡಿದೆ. (352, 730, 590, 823)
event-photo (30, 1018, 346, 1110)
